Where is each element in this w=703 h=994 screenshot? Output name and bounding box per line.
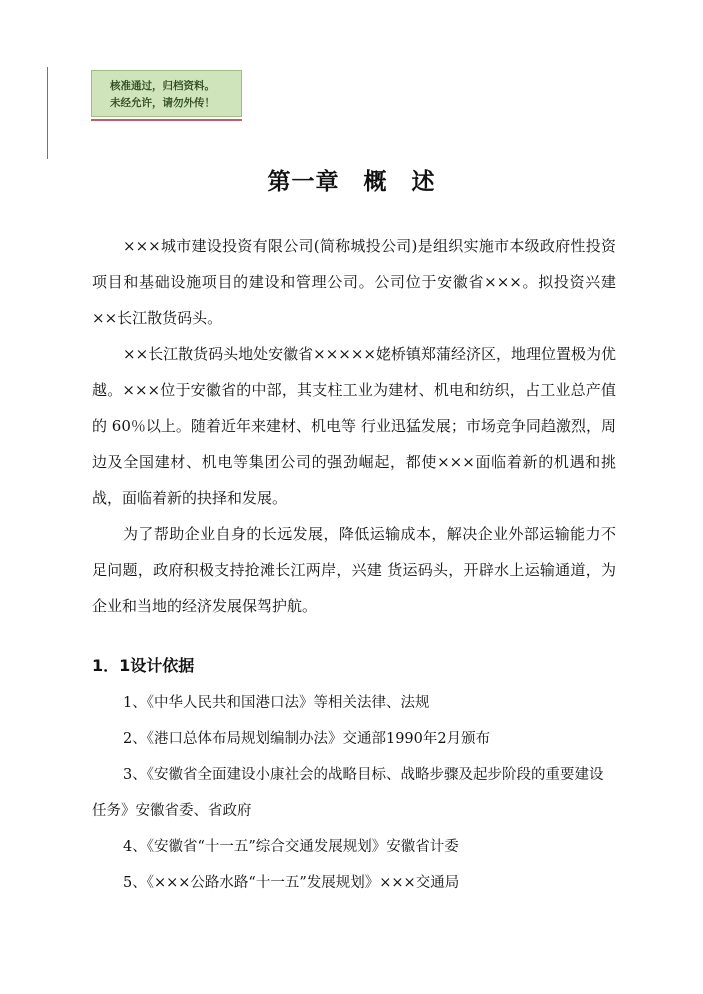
- basis-item-2: 2、《港口总体布局规划编制办法》交通部1990年2月颁布: [123, 731, 491, 747]
- stamp-underline: [91, 119, 242, 121]
- paragraph-purpose: 为了帮助企业自身的长远发展，降低运输成本，解决企业外部运输能力不足问题，政府积极支持抢滩长江两岸，兴建 货运码头，开辟水上运输通道，为企业和当地的经济发展保驾护航。: [92, 525, 616, 615]
- basis-item-5: 5、《×××公路水路“十一五”发展规划》×××交通局: [123, 875, 460, 891]
- paragraph-location: ××长江散货码头地处安徽省×××××姥桥镇郑蒲经济区，地理位置极为优越。×××位于安徽省的中部，其支柱工业为建材、机电和纺织，占工业总产值的 60％以上。随着近年来建材、机电等 行业迅猛发展；市场竞争同趋激烈，周边及全国建材、机电等集团公司的强劲崛起，都使×××面临着新的机遇和挑战，面临着新的抉择和发展。: [92, 345, 616, 507]
- stamp-line-2: 未经允许，请勿外传！: [110, 97, 215, 109]
- archive-stamp: [91, 70, 242, 117]
- basis-item-3: 3、《安徽省全面建设小康社会的战略目标、战略步骤及起步阶段的重要建设任务》安徽省委、省政府: [92, 767, 604, 819]
- paragraph-intro: ×××城市建设投资有限公司(简称城投公司)是组织实施市本级政府性投资项目和基础设施项目的建设和管理公司。公司位于安徽省×××。拟投资兴建××长江散货码头。: [92, 237, 616, 327]
- basis-item-4: 4、《安徽省“十一五”综合交通发展规划》安徽省计委: [123, 839, 459, 855]
- section-heading: 1．1设计依据: [92, 656, 195, 675]
- stamp-line-1: 核准通过，归档资料。: [110, 80, 215, 92]
- margin-mark: [47, 67, 48, 159]
- basis-item-1: 1、《中华人民共和国港口法》等相关法律、法规: [123, 695, 430, 711]
- design-basis-list: [92, 685, 616, 901]
- chapter-title: 第一章 概 述: [267, 169, 436, 195]
